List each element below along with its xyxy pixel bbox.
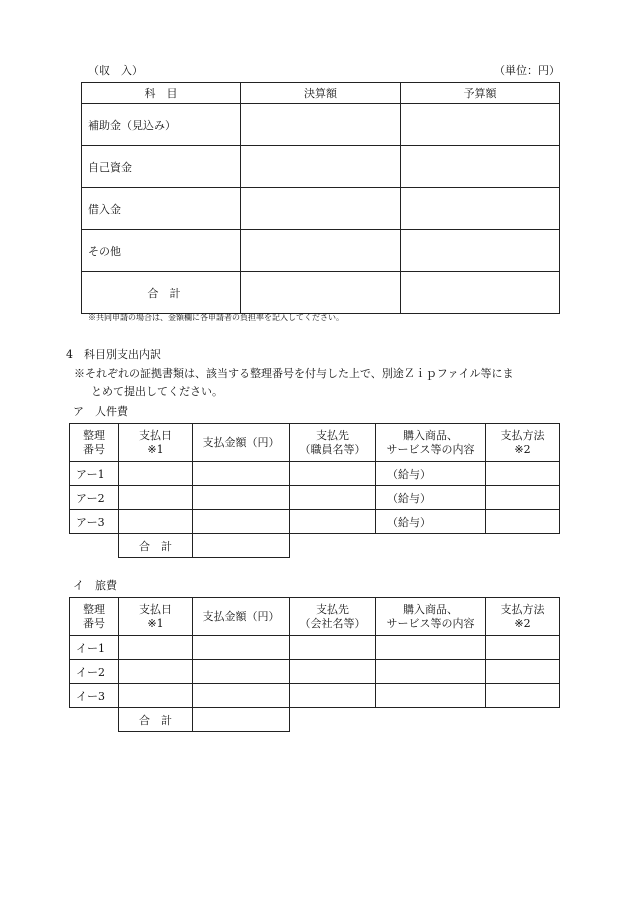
unit-label: （単位：円） <box>494 64 560 77</box>
income-cell <box>241 230 401 272</box>
income-row-label: その他 <box>82 230 241 272</box>
income-cell <box>401 104 560 146</box>
personnel-total-label: 合 計 <box>119 534 193 558</box>
table-row <box>70 510 560 534</box>
table-row <box>82 230 560 272</box>
income-cell <box>241 272 401 314</box>
row-number: イー2 <box>70 660 119 684</box>
income-note: ※共同申請の場合は、金額欄に各申請者の負担率を記入してください。 <box>88 313 344 322</box>
travel-total-value <box>193 708 290 732</box>
row-content: （給与） <box>376 462 486 486</box>
section4-title: 4 科目別支出内訳 <box>66 348 161 361</box>
header-content: 購入商品、 サービス等の内容 <box>376 424 486 462</box>
row-number: アー2 <box>70 486 119 510</box>
table-row <box>82 104 560 146</box>
header-number: 整理 番号 <box>70 598 119 636</box>
income-cell <box>401 188 560 230</box>
table-row <box>70 636 560 660</box>
header-content: 購入商品、 サービス等の内容 <box>376 598 486 636</box>
income-table <box>81 82 560 314</box>
personnel-total <box>118 533 290 558</box>
income-cell <box>241 104 401 146</box>
table-row <box>70 660 560 684</box>
income-cell <box>241 146 401 188</box>
row-number: イー1 <box>70 636 119 660</box>
header-payee: 支払先 （会社名等） <box>290 598 376 636</box>
row-number: イー3 <box>70 684 119 708</box>
row-number: アー1 <box>70 462 119 486</box>
section4-note-line1: ※それぞれの証拠書類は、該当する整理番号を付与した上で、別途Ｚｉｐファイル等にま <box>74 367 514 380</box>
table-row <box>70 486 560 510</box>
header-date: 支払日 ※1 <box>119 424 193 462</box>
income-cell <box>401 146 560 188</box>
header-method: 支払方法 ※2 <box>486 598 560 636</box>
travel-title: イ 旅費 <box>73 579 117 592</box>
travel-total <box>118 707 290 732</box>
personnel-title: ア 人件費 <box>73 405 128 418</box>
table-row <box>82 146 560 188</box>
income-header-budget: 予算額 <box>401 83 560 104</box>
income-cell <box>241 188 401 230</box>
income-row-label: 借入金 <box>82 188 241 230</box>
table-row <box>82 272 560 314</box>
personnel-total-value <box>193 534 290 558</box>
table-row <box>70 462 560 486</box>
income-header-item: 科 目 <box>82 83 241 104</box>
table-row <box>70 684 560 708</box>
personnel-table <box>69 423 560 534</box>
header-method: 支払方法 ※2 <box>486 424 560 462</box>
income-header-settled: 決算額 <box>241 83 401 104</box>
row-content: （給与） <box>376 510 486 534</box>
travel-table <box>69 597 560 708</box>
header-amount: 支払金額（円） <box>193 424 290 462</box>
income-cell <box>401 230 560 272</box>
header-amount: 支払金額（円） <box>193 598 290 636</box>
income-row-label: 自己資金 <box>82 146 241 188</box>
header-payee: 支払先 （職員名等） <box>290 424 376 462</box>
header-date: 支払日 ※1 <box>119 598 193 636</box>
header-number: 整理 番号 <box>70 424 119 462</box>
income-row-label: 補助金（見込み） <box>82 104 241 146</box>
row-number: アー3 <box>70 510 119 534</box>
table-row <box>82 188 560 230</box>
income-title: （収 入） <box>88 64 143 77</box>
income-cell <box>401 272 560 314</box>
row-content: （給与） <box>376 486 486 510</box>
section4-note-line2: とめて提出してください。 <box>91 385 223 398</box>
income-total-label: 合 計 <box>82 272 241 314</box>
travel-total-label: 合 計 <box>119 708 193 732</box>
